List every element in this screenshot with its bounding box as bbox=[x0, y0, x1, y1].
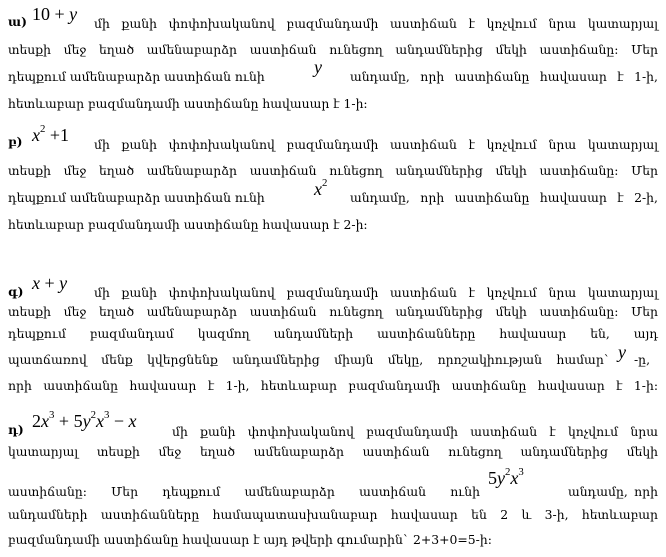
section-d-expression: $2x^3 + 5y^2x^3 - x$ bbox=[32, 408, 137, 431]
section-d-line-3-pre: աստիճանը: Մեր դեպքում ամենաբարձր աստիճան ունի bbox=[8, 484, 480, 499]
section-a-label: ա) bbox=[8, 14, 27, 29]
section-b-line-1: մի քանի փոփոխականով բազմանդամի աստիճան է կոչվում նրա կատարյալ bbox=[94, 137, 658, 152]
section-b-label: բ) bbox=[8, 134, 23, 149]
section-b-line-3-pre: դեպքում ամենաբարձր աստիճան ունի bbox=[8, 190, 265, 205]
section-c-line-3: դեպքում բազմանդամ կազմող անդամների աստիճանները հավասար են, այդ bbox=[8, 326, 658, 341]
section-a-term: y bbox=[314, 57, 322, 77]
section-d-line-4: անդամների աստիճանները համապատասխանաբար հավասար են 2 և 3-ի, հետևաբար bbox=[8, 507, 658, 522]
section-d-line-2: կատարյալ տեսքի մեջ եղած ամենաբարձր աստիճան ունեցող անդամներից մեկի bbox=[8, 444, 658, 459]
section-d-label: դ) bbox=[8, 422, 24, 437]
section-b-term: $x^2$ bbox=[314, 176, 328, 199]
section-b-line-3-post: անդամը, որի աստիճանը հավասար է 2-ի, bbox=[350, 190, 658, 205]
section-c-expression: x + y bbox=[32, 273, 68, 293]
section-a-line-1: մի քանի փոփոխականով բազմանդամի աստիճան է կոչվում նրա կատարյալ bbox=[94, 16, 658, 31]
section-d-line-3-post: անդամը, որի bbox=[568, 484, 658, 499]
section-c-line-4-post: -ը, bbox=[634, 352, 651, 367]
section-c-term: y bbox=[618, 342, 626, 362]
section-a-line-3-post: անդամը, որի աստիճանը հավասար է 1-ի, bbox=[350, 69, 658, 84]
section-c-line-2: տեսքի մեջ եղած ամենաբարձր աստիճան ունեցող անդամներից մեկի աստիճանը: Մեր bbox=[8, 304, 658, 319]
section-d-line-1: մի քանի փոփոխականով բազմանդամի աստիճան է կոչվում նրա bbox=[172, 424, 658, 439]
section-c-line-1: մի քանի փոփոխականով բազմանդամի աստիճան է կոչվում նրա կատարյալ bbox=[94, 285, 658, 300]
section-a-line-2: տեսքի մեջ եղած ամենաբարձր աստիճան ունեցող անդամներից մեկի աստիճանը: Մեր bbox=[8, 42, 658, 57]
section-a-line-4: հետևաբար բազմանդամի աստիճանը հավասար է 1-ի: bbox=[8, 96, 368, 111]
section-b-line-2: տեսքի մեջ եղած ամենաբարձր աստիճան ունեցող անդամներից մեկի աստիճանը: Մեր bbox=[8, 163, 658, 178]
section-a-line-3-pre: դեպքում ամենաբարձր աստիճան ունի bbox=[8, 69, 265, 84]
section-a-expression: 10 + y bbox=[32, 4, 78, 24]
section-b-line-4: հետևաբար բազմանդամի աստիճանը հավասար է 2-ի: bbox=[8, 217, 368, 232]
section-b-expression: $x^2 +1$ bbox=[32, 122, 70, 145]
section-c-line-5: որի աստիճանը հավասար է 1-ի, հետևաբար բազմանդամի աստիճանը հավասար է 1-ի: bbox=[8, 378, 658, 393]
section-c-label: գ) bbox=[8, 284, 24, 299]
section-c-line-4-pre: պատճառով մենք կվերցնենք անդամներից միայն մեկը, որոշակիության համար` bbox=[8, 352, 610, 367]
section-d-line-5: բազմանդամի աստիճանը հավասար է այդ թվերի գումարին` 2+3+0=5-ի: bbox=[8, 532, 492, 547]
section-d-term: $5y^2x^3$ bbox=[488, 465, 524, 488]
